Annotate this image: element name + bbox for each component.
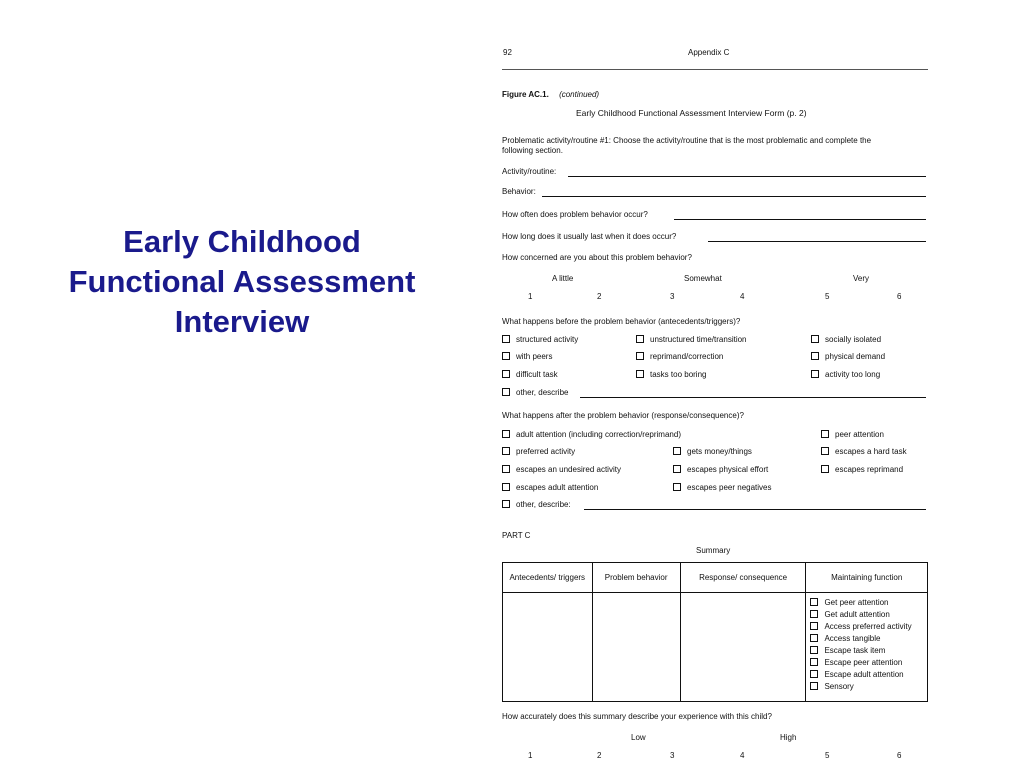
accuracy-scale-2[interactable]: 2: [597, 751, 602, 760]
how-long-field[interactable]: [502, 232, 926, 242]
response-cell[interactable]: [680, 593, 806, 702]
summary-label: Summary: [696, 546, 731, 555]
concern-scale-4[interactable]: 4: [740, 292, 745, 301]
concern-anchor-somewhat: Somewhat: [684, 274, 722, 283]
antecedent-checkbox[interactable]: physical demand: [811, 352, 885, 362]
slide-title: [0, 222, 484, 342]
page-header: Appendix C: [688, 48, 730, 57]
antecedents-question: What happens before the problem behavior (antecedents/triggers)?: [502, 317, 741, 326]
accuracy-anchor-high: High: [780, 733, 797, 742]
how-often-field[interactable]: [502, 210, 926, 220]
header-rule: [502, 69, 928, 70]
function-checkbox[interactable]: Access tangible: [810, 633, 927, 645]
concern-scale-6[interactable]: 6: [897, 292, 902, 301]
antecedent-checkbox[interactable]: structured activity: [502, 335, 578, 345]
consequence-checkbox[interactable]: adult attention (including correction/reprimand): [502, 430, 681, 440]
function-checkbox[interactable]: Access preferred activity: [810, 621, 927, 633]
how-long-label: How long does it usually last when it does occur?: [502, 232, 677, 241]
behavior-label: Behavior:: [502, 187, 536, 196]
concern-scale-2[interactable]: 2: [597, 292, 602, 301]
antecedent-checkbox[interactable]: activity too long: [811, 370, 880, 380]
maintaining-function-list: [806, 593, 927, 693]
accuracy-question: How accurately does this summary describe your experience with this child?: [502, 712, 772, 721]
accuracy-scale-5[interactable]: 5: [825, 751, 830, 760]
summary-table: [502, 562, 928, 702]
accuracy-anchor-low: Low: [631, 733, 646, 742]
activity-routine-field[interactable]: [502, 167, 926, 177]
maintaining-function-cell: [806, 593, 928, 702]
consequences-question: What happens after the problem behavior (response/consequence)?: [502, 411, 744, 420]
slide-title-line-1: Early Childhood: [123, 224, 361, 259]
consequence-checkbox[interactable]: gets money/things: [673, 447, 752, 457]
header-problem-behavior: Problem behavior: [592, 563, 680, 593]
figure-caption: [502, 90, 599, 100]
header-maintaining-function: Maintaining function: [806, 563, 928, 593]
consequence-checkbox[interactable]: escapes peer negatives: [673, 483, 772, 493]
problem-behavior-cell[interactable]: [592, 593, 680, 702]
accuracy-scale-6[interactable]: 6: [897, 751, 902, 760]
consequence-other-field[interactable]: other, describe:: [502, 500, 926, 510]
header-antecedents: Antecedents/ triggers: [503, 563, 593, 593]
function-checkbox[interactable]: Escape peer attention: [810, 657, 927, 669]
part-c-label: PART C: [502, 531, 531, 540]
consequence-checkbox[interactable]: escapes a hard task: [821, 447, 907, 457]
slide-title-line-3: Interview: [174, 304, 310, 339]
form-page-image: [498, 40, 930, 768]
function-checkbox[interactable]: Sensory: [810, 681, 927, 693]
accuracy-scale-4[interactable]: 4: [740, 751, 745, 760]
antecedent-checkbox[interactable]: difficult task: [502, 370, 558, 380]
antecedent-checkbox[interactable]: reprimand/correction: [636, 352, 723, 362]
antecedent-checkbox[interactable]: with peers: [502, 352, 552, 362]
antecedent-checkbox[interactable]: tasks too boring: [636, 370, 706, 380]
consequence-checkbox[interactable]: escapes reprimand: [821, 465, 903, 475]
concern-anchor-very: Very: [853, 274, 870, 283]
accuracy-scale-1[interactable]: 1: [528, 751, 533, 760]
antecedent-checkbox[interactable]: socially isolated: [811, 335, 881, 345]
concern-question: How concerned are you about this problem behavior?: [502, 253, 692, 262]
header-response: Response/ consequence: [680, 563, 806, 593]
function-checkbox[interactable]: Escape task item: [810, 645, 927, 657]
consequence-checkbox[interactable]: escapes an undesired activity: [502, 465, 621, 475]
form-title: Early Childhood Functional Assessment Interview Form (p. 2): [576, 108, 807, 118]
function-checkbox[interactable]: Escape adult attention: [810, 669, 927, 681]
antecedents-cell[interactable]: [503, 593, 593, 702]
behavior-field[interactable]: [502, 187, 926, 197]
concern-anchor-little: A little: [552, 274, 574, 283]
consequence-checkbox[interactable]: escapes adult attention: [502, 483, 598, 493]
activity-routine-label: Activity/routine:: [502, 167, 557, 176]
page-number: 92: [503, 48, 512, 57]
antecedent-checkbox[interactable]: unstructured time/transition: [636, 335, 747, 345]
slide-title-line-2: Functional Assessment: [68, 264, 416, 299]
concern-scale-3[interactable]: 3: [670, 292, 675, 301]
function-checkbox[interactable]: Get peer attention: [810, 597, 927, 609]
accuracy-scale-3[interactable]: 3: [670, 751, 675, 760]
figure-label: Figure AC.1.: [502, 90, 549, 99]
concern-scale-5[interactable]: 5: [825, 292, 830, 301]
instructions-line-2: following section.: [502, 146, 563, 155]
consequence-checkbox[interactable]: escapes physical effort: [673, 465, 768, 475]
figure-continued: (continued): [559, 90, 600, 99]
concern-scale-1[interactable]: 1: [528, 292, 533, 301]
how-often-label: How often does problem behavior occur?: [502, 210, 648, 219]
antecedent-other-field[interactable]: other, describe: [502, 388, 926, 398]
instructions-line-1: Problematic activity/routine #1: Choose the activity/routine that is the most problematic and complete the: [502, 136, 872, 145]
consequence-checkbox[interactable]: peer attention: [821, 430, 884, 440]
function-checkbox[interactable]: Get adult attention: [810, 609, 927, 621]
consequence-checkbox[interactable]: preferred activity: [502, 447, 575, 457]
